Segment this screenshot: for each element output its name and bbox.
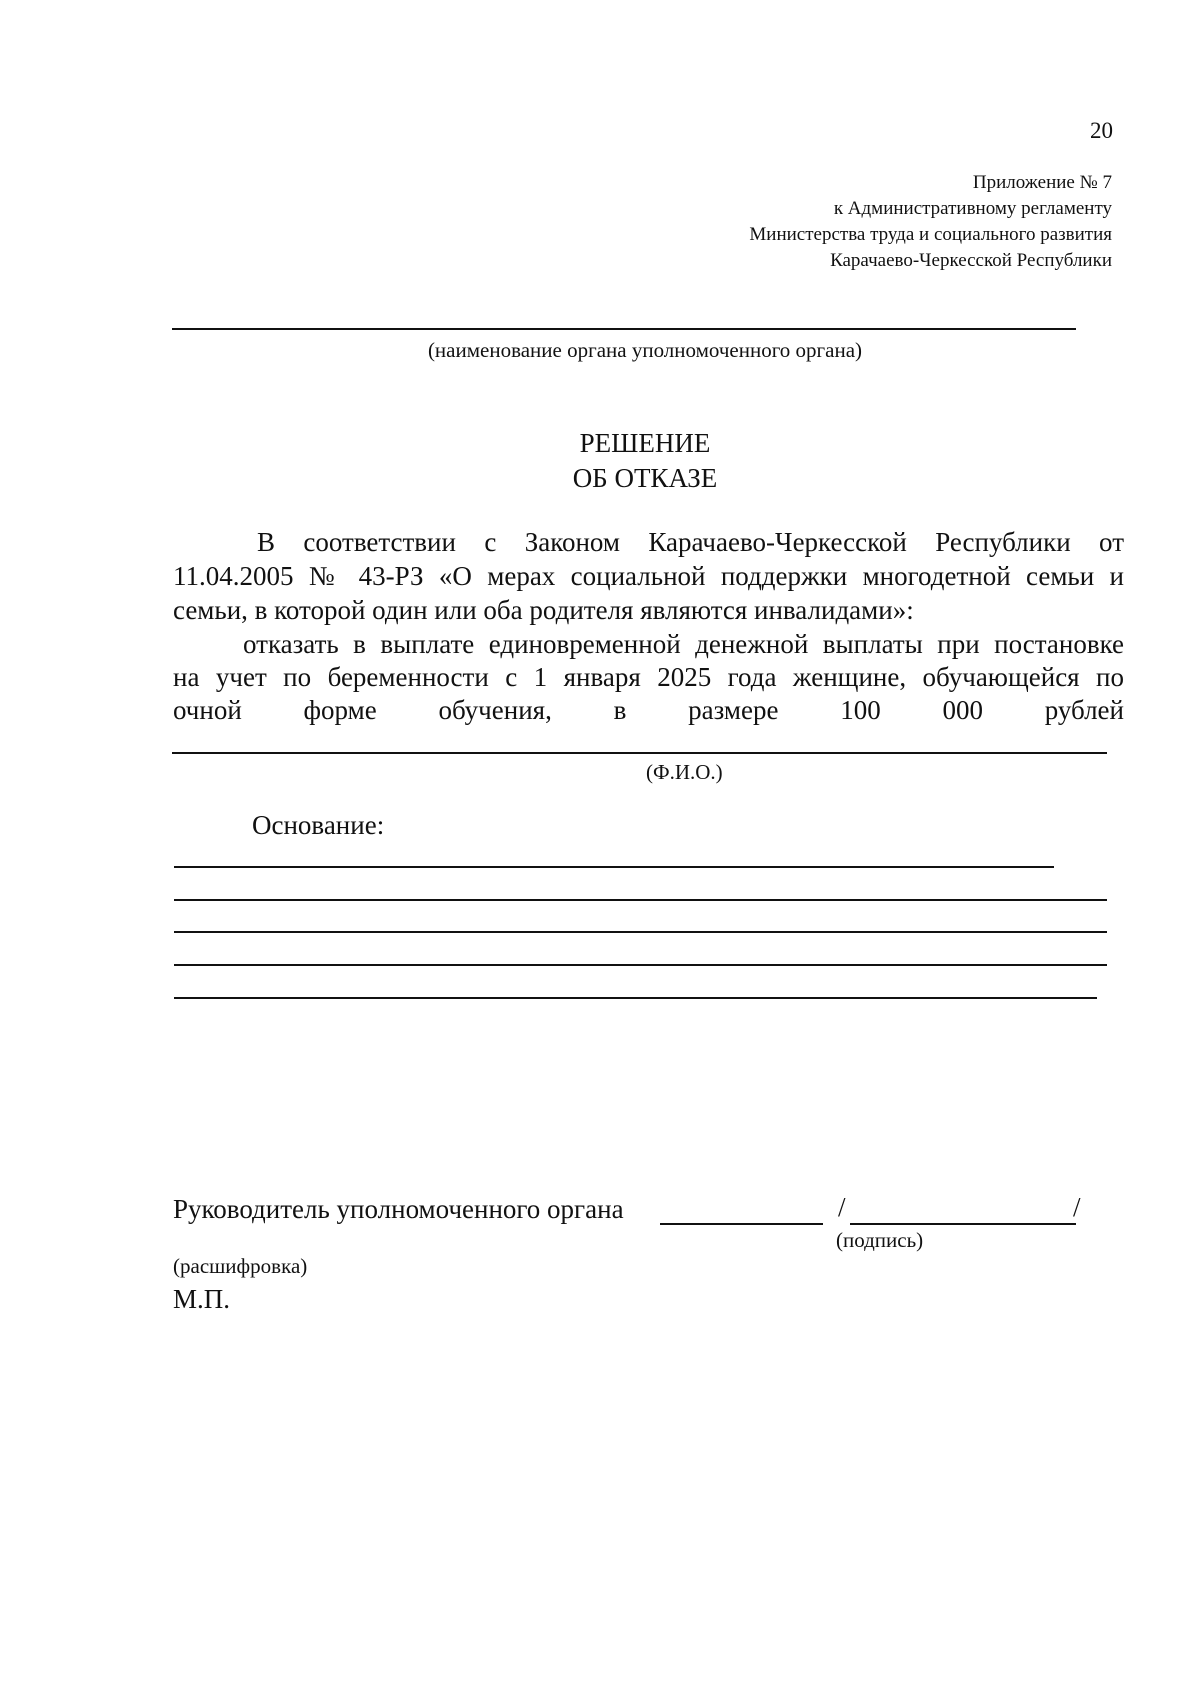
appendix-line-4: Карачаево-Черкесской Республики	[830, 250, 1112, 271]
appendix-line-1: Приложение № 7	[972, 172, 1112, 193]
signatory-label: Руководитель уполномоченного органа	[173, 1194, 624, 1224]
appendix-header	[749, 170, 1112, 274]
organ-name-line	[172, 328, 1076, 330]
decoding-line	[850, 1223, 1076, 1225]
basis-line-5	[174, 997, 1097, 999]
appendix-line-3: Министерства труда и социального развития	[749, 224, 1112, 245]
basis-line-4	[174, 964, 1107, 966]
fio-caption: (Ф.И.О.)	[646, 760, 723, 784]
basis-line-2	[174, 899, 1107, 901]
paragraph-2-line-2: на учет по беременности с 1 января 2025 года женщине, обучающейся по	[173, 662, 1124, 692]
signature-caption: (подпись)	[836, 1228, 924, 1252]
document-subtitle: ОБ ОТКАЗЕ	[572, 463, 718, 493]
signature-slash-1: /	[838, 1192, 846, 1222]
basis-line-3	[174, 931, 1107, 933]
document-title: РЕШЕНИЕ	[579, 428, 711, 458]
signature-line	[660, 1223, 823, 1225]
paragraph-1-line-1: В соответствии с Законом Карачаево-Черкесской Республики от	[257, 527, 1124, 557]
seal-label: М.П.	[173, 1284, 231, 1314]
paragraph-2-line-1: отказать в выплате единовременной денежной выплаты при постановке	[243, 629, 1124, 659]
fio-line	[172, 752, 1107, 754]
basis-label: Основание:	[252, 810, 385, 840]
basis-line-1	[174, 866, 1054, 868]
paragraph-1-line-2: 11.04.2005 № 43-РЗ «О мерах социальной поддержки многодетной семьи и	[173, 561, 1124, 591]
page-number: 20	[1090, 118, 1113, 143]
decoding-caption: (расшифровка)	[173, 1254, 308, 1278]
signature-slash-2: /	[1073, 1192, 1081, 1222]
paragraph-1-line-3: семьи, в которой один или оба родителя являются инвалидами»:	[173, 595, 914, 625]
paragraph-2-line-3: очной форме обучения, в размере 100 000 рублей	[173, 695, 1124, 725]
organ-caption: (наименование органа уполномоченного органа)	[427, 338, 863, 362]
appendix-line-2: к Административному регламенту	[833, 198, 1112, 219]
